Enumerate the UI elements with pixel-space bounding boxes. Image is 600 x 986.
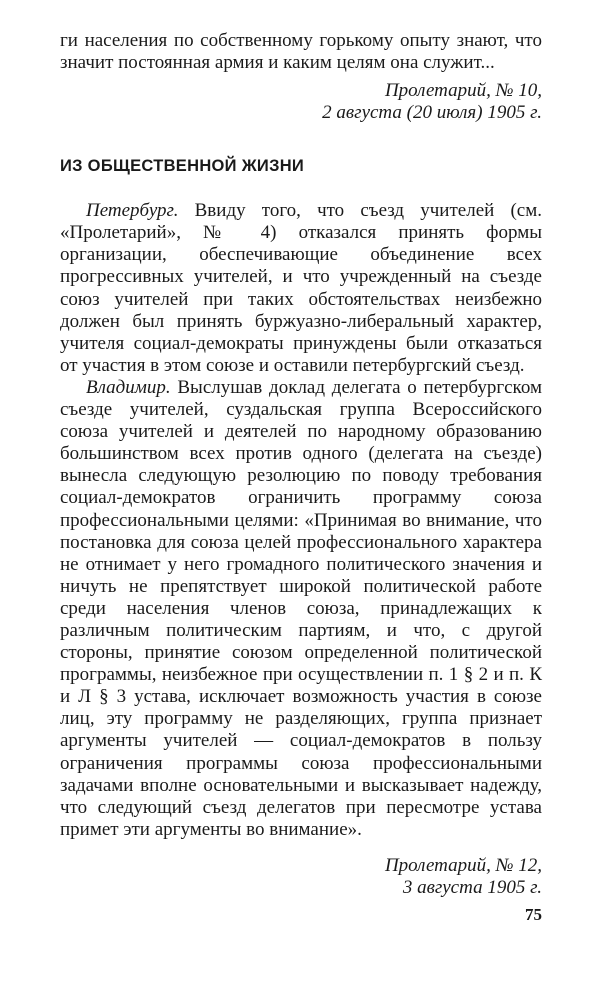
place-name-petersburg: Петербург.	[86, 200, 179, 222]
place-name-vladimir: Владимир.	[86, 376, 171, 398]
intro-paragraph: ги населения по собственному горькому опыту знают, что значит постоянная армия и каким целям она служит...	[60, 30, 542, 74]
intro-source-citation	[60, 80, 542, 124]
paragraph-vladimir-text: Выслушав доклад делегата о петербургском съезде учителей, суздальская группа Всероссийского союза учителей и деятелей по народному образованию большинством всех против одного (делегата на съезде) вынесла следующую резолюцию по поводу требования социал-демократов ограничить программу союза профессиональными целями: «Принимая во внимание, что постановка для союза целей профессионального характера не отнимает у него громадного политического значения и ничуть не препятствует широкой политической работе среди населения членов союза, принадлежащих к различным политическим партиям, и что, с другой стороны, принятие союзом определенной политической программы, неизбежное при осуществлении п. 1 § 2 и п. К и Л § 3 устава, исключает возможность участия в союзе лиц, эту программу не разделяющих, группа признает аргументы учителей — социал-демократов в пользу ограничения программы союза профессиональными задачами вполне основательными и высказывает надежду, что следующий съезд делегатов при пересмотре устава примет эти аргументы во внимание».	[60, 376, 542, 840]
intro-source-line1: Пролетарий, № 10,	[384, 80, 542, 102]
book-page	[60, 30, 542, 970]
intro-source-line2: 2 августа (20 июля) 1905 г.	[322, 102, 542, 124]
paragraph-petersburg	[60, 200, 542, 377]
section-heading: ИЗ ОБЩЕСТВЕННОЙ ЖИЗНИ	[60, 157, 305, 176]
section-source-line1: Пролетарий, № 12,	[384, 854, 542, 876]
paragraph-vladimir	[60, 377, 542, 841]
section-source-line2: 3 августа 1905 г.	[402, 876, 542, 898]
page-number: 75	[525, 905, 542, 924]
paragraph-petersburg-text: Ввиду того, что съезд учителей (см. «Пролетарий», № 4) отказался принять формы организации, обеспечивающие объединение всех прогрессивных учителей, и что учрежденный на съезде союз учителей при таких обстоятельствах неизбежно должен был принять буржуазно-либеральный характер, учителя социал-демократы принуждены были отказаться от участия в этом союзе и оставили петербургский съезд.	[60, 200, 542, 376]
section-source-citation	[60, 855, 542, 899]
